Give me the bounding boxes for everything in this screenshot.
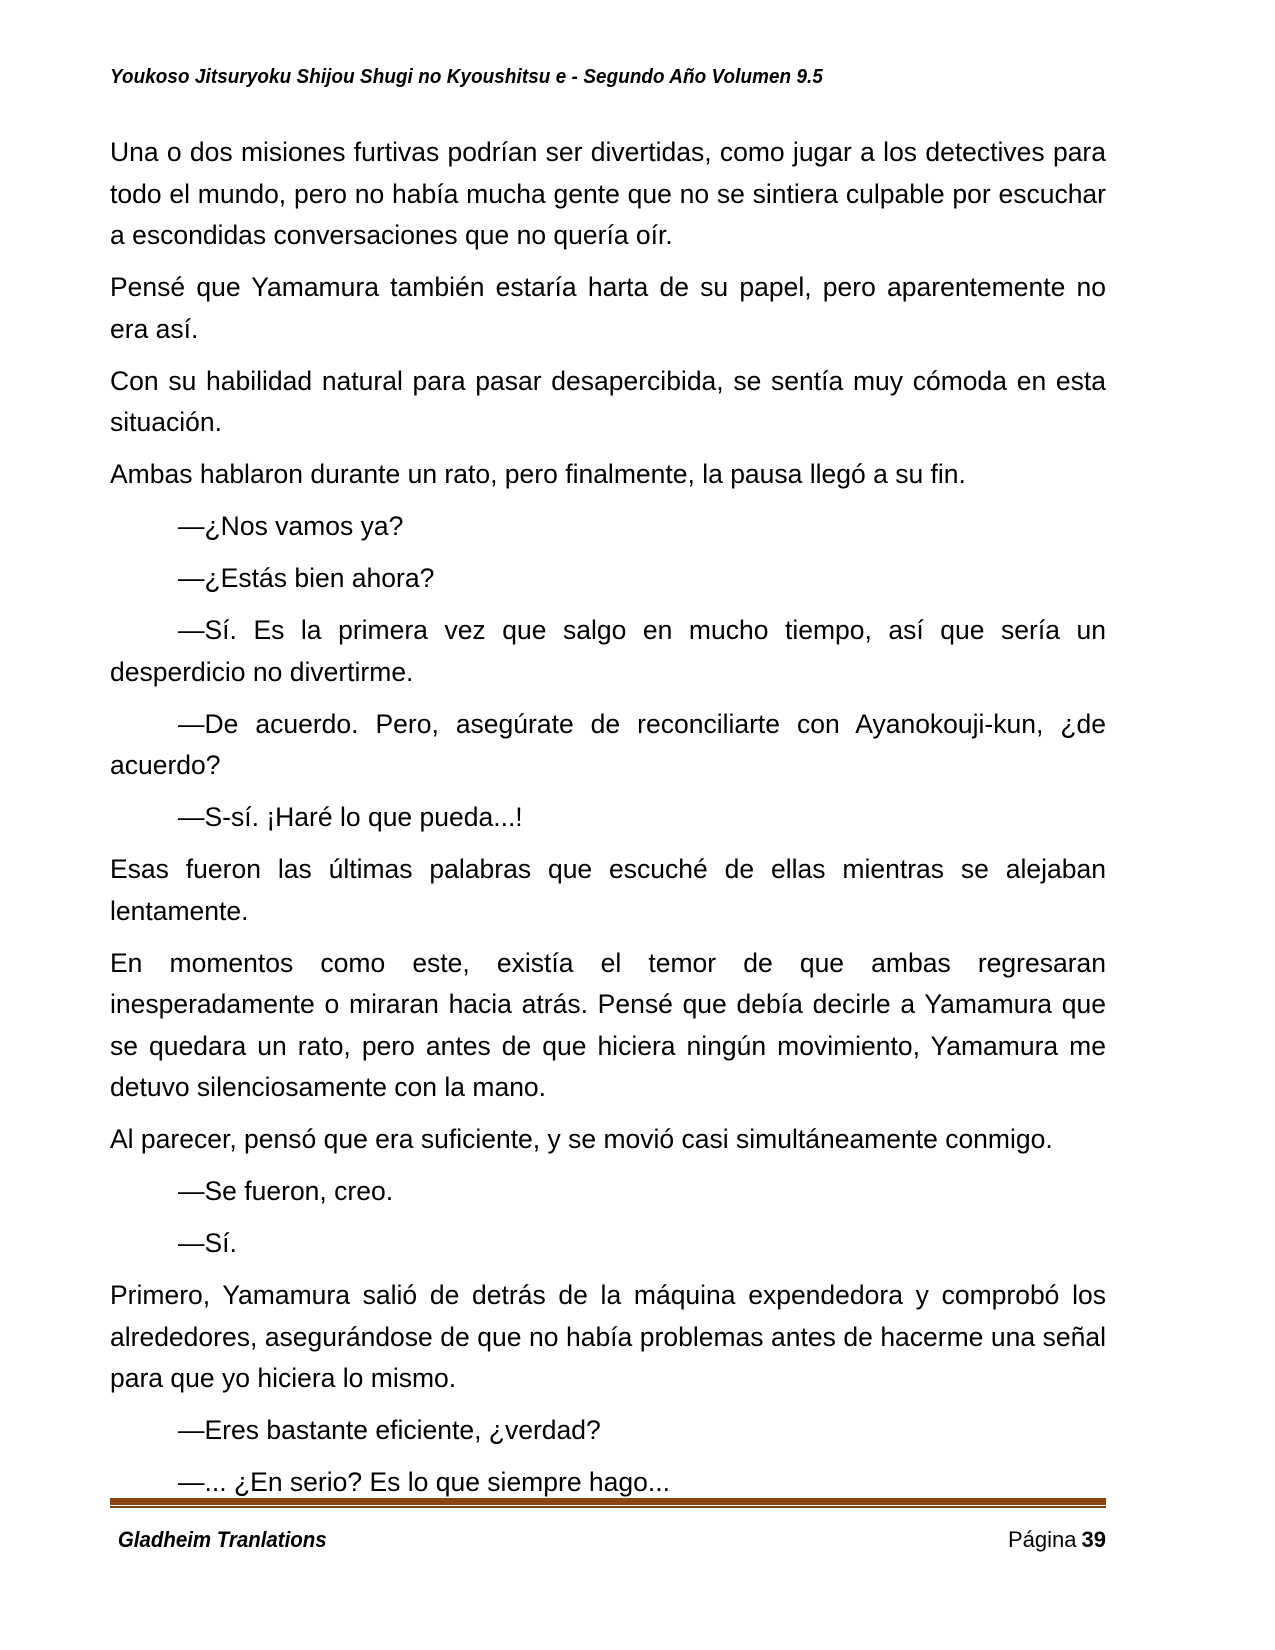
footer-page-indicator xyxy=(1008,1527,1106,1553)
paragraph: En momentos como este, existía el temor de que ambas regresaran inesperadamente o miraran hacia atrás. Pensé que debía decirle a Yamamura que se quedara un rato, pero antes de que hiciera ningún movimiento, Yamamura me detuvo silenciosamente con la mano. xyxy=(110,947,1106,1102)
dialogue-line: —Eres bastante eficiente, ¿verdad? xyxy=(178,1415,601,1445)
dialogue-line: —¿Estás bien ahora? xyxy=(178,563,435,593)
dialogue-line: —¿Nos vamos ya? xyxy=(178,511,404,541)
dialogue-line: —... ¿En serio? Es lo que siempre hago... xyxy=(178,1467,670,1497)
dialogue-line: —Se fueron, creo. xyxy=(178,1176,394,1206)
footer-rule-thin xyxy=(110,1506,1106,1508)
footer-divider-rule xyxy=(110,1498,1106,1509)
paragraph: Una o dos misiones furtivas podrían ser divertidas, como jugar a los detectives para todo el mundo, pero no había mucha gente que no se sintiera culpable por escuchar a escondidas conversaciones que no quería oír. xyxy=(110,137,1106,250)
paragraph: Con su habilidad natural para pasar desapercibida, se sentía muy cómoda en esta situación. xyxy=(110,365,1106,437)
footer-page-word: Página xyxy=(1008,1527,1077,1552)
dialogue-line: —Sí. Es la primera vez que salgo en mucho tiempo, así que sería un desperdicio no divertirme. xyxy=(110,615,1106,687)
document-body xyxy=(110,132,1106,1514)
paragraph: Ambas hablaron durante un rato, pero finalmente, la pausa llegó a su fin. xyxy=(110,459,966,489)
paragraph: Pensé que Yamamura también estaría harta de su papel, pero aparentemente no era así. xyxy=(110,272,1106,344)
paragraph: Al parecer, pensó que era suficiente, y se movió casi simultáneamente conmigo. xyxy=(110,1124,1053,1154)
footer-rule-thick xyxy=(110,1498,1106,1505)
header-title: Youkoso Jitsuryoku Shijou Shugi no Kyoushitsu e - Segundo Año Volumen 9.5 xyxy=(110,65,823,88)
footer-credit: Gladheim Tranlations xyxy=(117,1527,327,1552)
page-header xyxy=(110,66,1105,100)
dialogue-line: —De acuerdo. Pero, asegúrate de reconciliarte con Ayanokouji-kun, ¿de acuerdo? xyxy=(110,708,1106,780)
footer-row xyxy=(110,1527,1106,1553)
footer-page-number: 39 xyxy=(1081,1527,1106,1552)
paragraph: Esas fueron las últimas palabras que escuché de ellas mientras se alejaban lentamente. xyxy=(110,854,1106,926)
paragraph: Primero, Yamamura salió de detrás de la máquina expendedora y comprobó los alrededores, asegurándose de que no había problemas antes de hacerme una señal para que yo hiciera lo mismo. xyxy=(110,1280,1106,1393)
dialogue-line: —Sí. xyxy=(178,1228,237,1258)
page-footer xyxy=(110,1498,1106,1588)
dialogue-line: —S-sí. ¡Haré lo que pueda...! xyxy=(178,802,523,832)
